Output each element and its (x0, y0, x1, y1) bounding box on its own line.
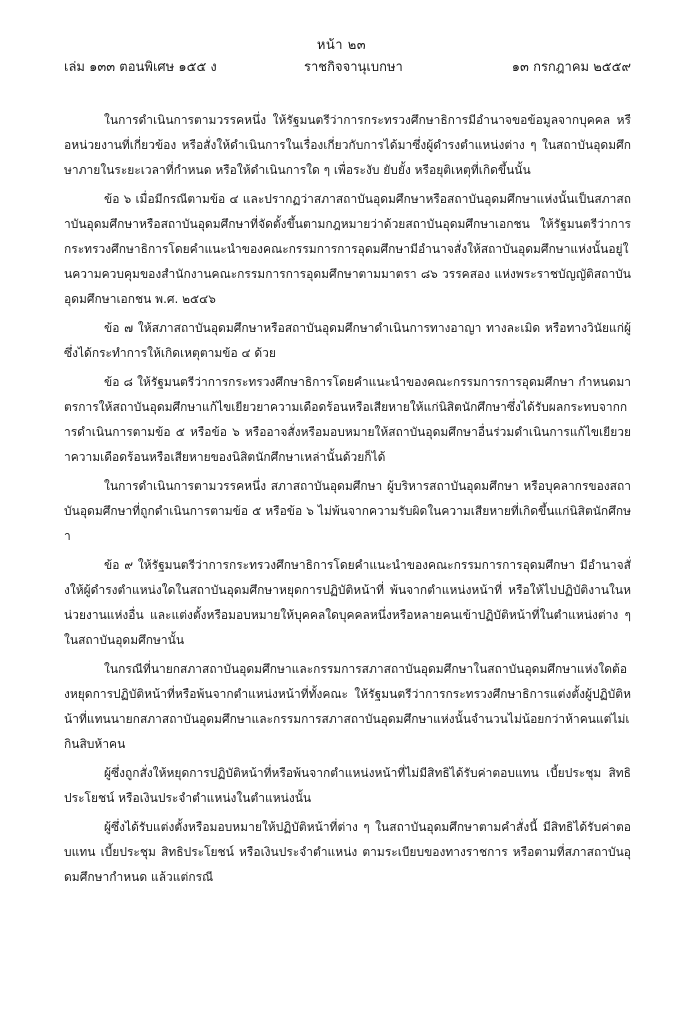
paragraph: ข้อ ๙ ให้รัฐมนตรีว่าการกระทรวงศึกษาธิการโดยคำแนะนำของคณะกรรมการการอุดมศึกษา มีอำนาจสั่งให้ผู้ดำรงตำแหน่งใดในสถาบันอุดมศึกษาหยุดการปฏิบัติหน้าที่ พ้นจากตำแหน่งหน้าที่ หรือให้ไปปฏิบัติงานในหน่วยงานแห่งอื่น และแต่งตั้งหรือมอบหมายให้บุคคลใดบุคคลหนึ่งหรือหลายคนเข้าปฏิบัติหน้าที่ในตำแหน่งต่าง ๆ ในสถาบันอุดมศึกษานั้น (64, 558, 631, 647)
paragraph: ข้อ ๗ ให้สภาสถาบันอุดมศึกษาหรือสถาบันอุดมศึกษาดำเนินการทางอาญา ทางละเมิด หรือทางวินัยแก่ผู้ซึ่งได้กระทำการให้เกิดเหตุตามข้อ ๔ ด้วย (64, 321, 631, 360)
paragraph: ผู้ซึ่งได้รับแต่งตั้งหรือมอบหมายให้ปฏิบัติหน้าที่ต่าง ๆ ในสถาบันอุดมศึกษาตามคำสั่งนี้ มีสิทธิได้รับค่าตอบแทน เบี้ยประชุม สิทธิประโยชน์ หรือเงินประจำตำแหน่ง ตามระเบียบของทางราชการ หรือตามที่สภาสถาบันอุดมศึกษากำหนด แล้วแต่กรณี (64, 820, 631, 884)
gazette-name: ราชกิจจานุเบกษา (304, 60, 403, 75)
paragraph: ข้อ ๘ ให้รัฐมนตรีว่าการกระทรวงศึกษาธิการโดยคำแนะนำของคณะกรรมการการอุดมศึกษา กำหนดมาตรการให้สถาบันอุดมศึกษาแก้ไขเยียวยาความเดือดร้อนหรือเสียหายให้แก่นิสิตนักศึกษาซึ่งได้รับผลกระทบจากการดำเนินการตามข้อ ๕ หรือข้อ ๖ หรืออาจสั่งหรือมอบหมายให้สถาบันอุดมศึกษาอื่นร่วมดำเนินการแก้ไขเยียวยาความเดือดร้อนหรือเสียหายของนิสิตนักศึกษาเหล่านั้นด้วยก็ได้ (64, 375, 631, 464)
paragraph: ผู้ซึ่งถูกสั่งให้หยุดการปฏิบัติหน้าที่หรือพ้นจากตำแหน่งหน้าที่ไม่มีสิทธิได้รับค่าตอบแทน เบี้ยประชุม สิทธิประโยชน์ หรือเงินประจำตำแหน่งในตำแหน่งนั้น (64, 766, 631, 805)
paragraph: ข้อ ๖ เมื่อมีกรณีตามข้อ ๔ และปรากฏว่าสภาสถาบันอุดมศึกษาหรือสถาบันอุดมศึกษาแห่งนั้นเป็นสภาสถาบันอุดมศึกษาหรือสถาบันอุดมศึกษาที่จัดตั้งขึ้นตามกฎหมายว่าด้วยสถาบันอุดมศึกษาเอกชน ให้รัฐมนตรีว่าการกระทรวงศึกษาธิการโดยคำแนะนำของคณะกรรมการการอุดมศึกษามีอำนาจสั่งให้สถาบันอุดมศึกษาแห่งนั้นอยู่ในความควบคุมของสำนักงานคณะกรรมการการอุดมศึกษาตามมาตรา ๘๖ วรรคสอง แห่งพระราชบัญญัติสถาบันอุดมศึกษาเอกชน พ.ศ. ๒๕๔๖ (64, 192, 631, 306)
page-number: หน้า ๒๓ (316, 38, 367, 53)
publication-date: ๑๓ กรกฎาคม ๒๕๕๙ (511, 60, 631, 75)
paragraph: ในการดำเนินการตามวรรคหนึ่ง ให้รัฐมนตรีว่าการกระทรวงศึกษาธิการมีอำนาจขอข้อมูลจากบุคคล หรือหน่วยงานที่เกี่ยวข้อง หรือสั่งให้ดำเนินการในเรื่องเกี่ยวกับการได้มาซึ่งผู้ดำรงตำแหน่งต่าง ๆ ในสถาบันอุดมศึกษาภายในระยะเวลาที่กำหนด หรือให้ดำเนินการใด ๆ เพื่อระงับ ยับยั้ง หรือยุติเหตุที่เกิดขึ้นนั้น (64, 113, 631, 177)
document-body (64, 108, 631, 894)
paragraph: ในการดำเนินการตามวรรคหนึ่ง สภาสถาบันอุดมศึกษา ผู้บริหารสถาบันอุดมศึกษา หรือบุคลากรของสถาบันอุดมศึกษาที่ถูกดำเนินการตามข้อ ๕ หรือข้อ ๖ ไม่พ้นจากความรับผิดในความเสียหายที่เกิดขึ้นแก่นิสิตนักศึกษา (64, 479, 631, 543)
gazette-header (64, 56, 631, 76)
paragraph: ในกรณีที่นายกสภาสถาบันอุดมศึกษาและกรรมการสภาสถาบันอุดมศึกษาในสถาบันอุดมศึกษาแห่งใดต้องหยุดการปฏิบัติหน้าที่หรือพ้นจากตำแหน่งหน้าที่ทั้งคณะ ให้รัฐมนตรีว่าการกระทรวงศึกษาธิการแต่งตั้งผู้ปฏิบัติหน้าที่แทนนายกสภาสถาบันอุดมศึกษาและกรรมการสภาสถาบันอุดมศึกษาแห่งนั้นจำนวนไม่น้อยกว่าห้าคนแต่ไม่เกินสิบห้าคน (64, 662, 631, 751)
volume-issue: เล่ม ๑๓๓ ตอนพิเศษ ๑๕๕ ง (64, 60, 217, 75)
